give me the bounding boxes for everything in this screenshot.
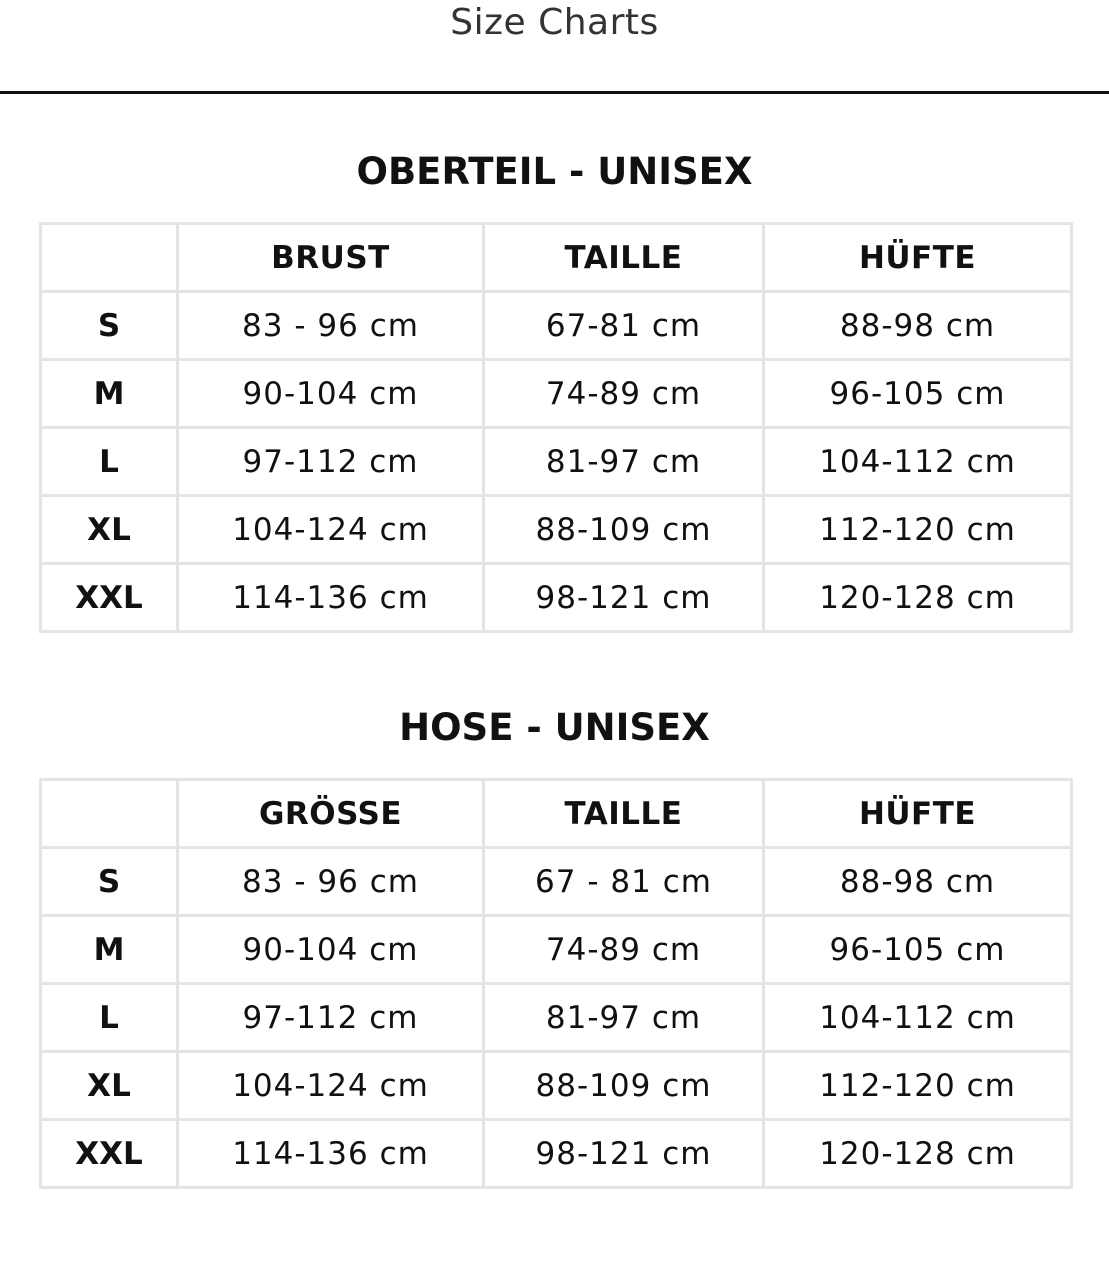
table-cell: 98-121 cm — [484, 564, 764, 632]
table-row — [41, 916, 1072, 984]
table-cell: 97-112 cm — [178, 984, 484, 1052]
table-cell: 104-124 cm — [178, 1052, 484, 1120]
column-header-huefte: HÜFTE — [764, 224, 1072, 292]
page-header — [0, 0, 1109, 94]
table-row — [41, 428, 1072, 496]
table-cell: 81-97 cm — [484, 428, 764, 496]
table-row — [41, 848, 1072, 916]
table-cell: 88-98 cm — [764, 848, 1072, 916]
size-label: L — [41, 984, 178, 1052]
size-label: XL — [41, 1052, 178, 1120]
table-cell: 120-128 cm — [764, 564, 1072, 632]
table-cell: 96-105 cm — [764, 916, 1072, 984]
table-row — [41, 984, 1072, 1052]
table-row — [41, 496, 1072, 564]
table-cell: 90-104 cm — [178, 916, 484, 984]
table-cell: 97-112 cm — [178, 428, 484, 496]
table-cell: 104-112 cm — [764, 984, 1072, 1052]
table-cell: 90-104 cm — [178, 360, 484, 428]
table-cell: 74-89 cm — [484, 360, 764, 428]
size-label: S — [41, 848, 178, 916]
column-header-groesse: GRÖSSE — [178, 780, 484, 848]
table-cell: 98-121 cm — [484, 1120, 764, 1188]
table-cell: 83 - 96 cm — [178, 848, 484, 916]
table-cell: 88-109 cm — [484, 496, 764, 564]
column-header-empty — [41, 780, 178, 848]
table-row — [41, 292, 1072, 360]
column-header-taille: TAILLE — [484, 780, 764, 848]
size-label: M — [41, 916, 178, 984]
table-row — [41, 1120, 1072, 1188]
size-label: XXL — [41, 564, 178, 632]
table-cell: 88-109 cm — [484, 1052, 764, 1120]
size-label: L — [41, 428, 178, 496]
table-row — [41, 1052, 1072, 1120]
table-cell: 67 - 81 cm — [484, 848, 764, 916]
size-label: S — [41, 292, 178, 360]
column-header-huefte: HÜFTE — [764, 780, 1072, 848]
size-label: M — [41, 360, 178, 428]
size-table-oberteil — [39, 222, 1073, 633]
table-row — [41, 360, 1072, 428]
table-cell: 114-136 cm — [178, 1120, 484, 1188]
size-label: XL — [41, 496, 178, 564]
table-row — [41, 564, 1072, 632]
section-title-oberteil: OBERTEIL - UNISEX — [356, 150, 753, 193]
table-cell: 81-97 cm — [484, 984, 764, 1052]
section-title-hose: HOSE - UNISEX — [399, 706, 710, 749]
table-cell: 104-112 cm — [764, 428, 1072, 496]
table-cell: 88-98 cm — [764, 292, 1072, 360]
page-title: Size Charts — [450, 2, 659, 43]
table-cell: 83 - 96 cm — [178, 292, 484, 360]
table-cell: 104-124 cm — [178, 496, 484, 564]
table-cell: 112-120 cm — [764, 496, 1072, 564]
table-cell: 96-105 cm — [764, 360, 1072, 428]
column-header-taille: TAILLE — [484, 224, 764, 292]
table-cell: 114-136 cm — [178, 564, 484, 632]
table-header-row — [41, 224, 1072, 292]
column-header-empty — [41, 224, 178, 292]
column-header-brust: BRUST — [178, 224, 484, 292]
table-cell: 74-89 cm — [484, 916, 764, 984]
table-cell: 112-120 cm — [764, 1052, 1072, 1120]
size-table-hose — [39, 778, 1073, 1189]
table-cell: 120-128 cm — [764, 1120, 1072, 1188]
size-label: XXL — [41, 1120, 178, 1188]
table-header-row — [41, 780, 1072, 848]
table-cell: 67-81 cm — [484, 292, 764, 360]
